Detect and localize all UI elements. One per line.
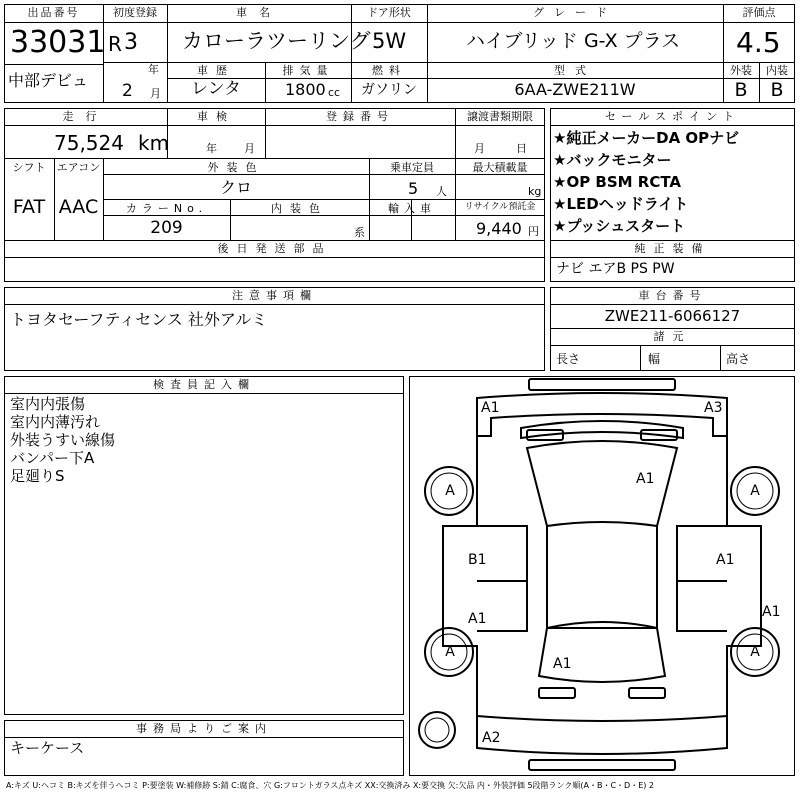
inspector-label: 検査員記入欄	[153, 378, 255, 391]
later-parts-label: 後日発送部品	[217, 242, 332, 255]
width-label: 幅	[648, 352, 661, 366]
mark-door-fr: A1	[716, 552, 735, 568]
type-value: 6AA-ZWE211W	[514, 80, 636, 99]
mark-front-right: A3	[704, 400, 723, 416]
displacement-label: 排気量	[282, 64, 334, 77]
door-rear-right	[677, 581, 727, 631]
inspector-line-2: 室内内薄汚れ	[10, 413, 101, 431]
lot-number: 33031	[10, 25, 106, 60]
spare-tire	[419, 712, 455, 748]
era: R	[108, 32, 122, 56]
color-label: 外装色	[207, 161, 265, 174]
chassis-label: 車台番号	[638, 289, 707, 302]
mark-wheel-fl: A	[445, 483, 455, 499]
front-bumper-outline	[477, 393, 727, 436]
model-name-label: 車名	[236, 6, 282, 19]
notes-value: トヨタセーフティセンス 社外アルミ	[10, 310, 268, 329]
maxload-label: 最大積載量	[472, 161, 528, 174]
length-label: 長さ	[556, 352, 581, 366]
colorno-value: 209	[150, 218, 183, 238]
sales-point-5: ★プッシュスタート	[553, 217, 686, 235]
month-unit: 月	[150, 87, 161, 100]
transfer-month-unit: 月	[474, 142, 485, 155]
sales-point-3: ★OP BSM RCTA	[553, 173, 682, 191]
colorno-label: カラーNo.	[125, 202, 208, 215]
dims-label: 諸元	[653, 330, 692, 343]
mileage-value: 75,524	[54, 131, 124, 155]
door-value: 5W	[372, 29, 407, 53]
inspection-year-unit: 年	[206, 142, 217, 155]
history-label: 車歴	[197, 64, 235, 77]
grade-label: グレード	[533, 6, 617, 19]
displacement-unit: cc	[328, 86, 341, 99]
footer-legend: A:キズ U:ヘコミ B:キズを伴うヘコミ P:要塗装 W:補修跡 S:錆 C:腐食、穴 G:フロントガラス点キズ XX:交換済み X:要交換 欠:欠品 内・外装評価 5段階ランク順(A・B・C・D・E) 2	[6, 781, 655, 790]
mark-trunk: A1	[553, 656, 572, 672]
mileage-unit: km	[138, 131, 170, 155]
intcolor-unit: 系	[354, 226, 365, 239]
exterior-label: 外装	[730, 64, 752, 77]
transfer-label: 譲渡書類期限	[467, 110, 533, 123]
mark-door-fl: B1	[468, 552, 487, 568]
office-label: 事務局よりご案内	[136, 722, 272, 735]
sales-point-1: ★純正メーカーDA OPナビ	[553, 129, 740, 147]
regno-label: 登録番号	[326, 110, 394, 123]
inspector-line-3: 外装うすい線傷	[10, 431, 116, 449]
car-diagram	[409, 376, 795, 776]
capacity-label: 乗車定員	[390, 161, 434, 174]
mark-hood: A1	[636, 471, 655, 487]
mark-wheel-fr: A	[750, 483, 760, 499]
equipment-value: ナビ エアB PS PW	[556, 261, 675, 277]
venue: 中部デビュ	[8, 71, 89, 90]
maxload-unit: kg	[528, 185, 542, 198]
inspection-month-unit: 月	[244, 142, 255, 155]
first-reg-year: 3	[124, 30, 138, 55]
score-value: 4.5	[736, 26, 781, 59]
fuel-label: 燃料	[372, 64, 406, 77]
office-value: キーケース	[10, 739, 85, 757]
recycle-unit: 円	[528, 225, 539, 238]
recycle-label: リサイクル預託金	[464, 202, 536, 212]
lot-label: 出品番号	[27, 6, 80, 19]
exterior-grade: B	[734, 79, 748, 101]
mark-door-rl: A1	[468, 611, 487, 627]
interior-label: 内装	[766, 64, 788, 77]
sales-points-label: セールスポイント	[604, 110, 740, 123]
ac-label: エアコン	[56, 161, 101, 174]
grade-value: ハイブリッド G-X プラス	[466, 30, 681, 52]
shift-value: FAT	[12, 196, 46, 218]
notes-label: 注意事項欄	[232, 289, 317, 302]
capacity-unit: 人	[436, 185, 447, 198]
capacity-value: 5	[408, 179, 419, 198]
hood-outline	[527, 441, 677, 526]
inspection-label: 車検	[197, 110, 235, 123]
first-reg-month: 2	[122, 81, 133, 101]
chassis-value: ZWE211-6066127	[604, 307, 741, 325]
inspector-line-4: バンパー下A	[10, 449, 95, 467]
transfer-day-unit: 日	[516, 142, 527, 155]
type-label: 型式	[554, 64, 596, 77]
sales-point-2: ★バックモニター	[553, 151, 672, 169]
import-label: 輸入車	[388, 202, 436, 215]
door-label: ドア形状	[367, 6, 411, 19]
fuel-value: ガソリン	[361, 82, 417, 98]
cabin-outline	[547, 526, 657, 628]
displacement-value: 1800	[285, 80, 326, 99]
mark-front-left: A1	[481, 400, 500, 416]
mark-quarter-r: A1	[762, 604, 781, 620]
year-unit: 年	[148, 63, 159, 76]
intcolor-label: 内装色	[271, 202, 328, 215]
shift-label: シフト	[12, 161, 46, 174]
sales-point-4: ★LEDヘッドライト	[553, 195, 689, 213]
ac-value: AAC	[58, 196, 99, 218]
height-label: 高さ	[726, 352, 751, 366]
inspector-line-1: 室内内張傷	[10, 395, 86, 413]
history-value: レンタ	[191, 79, 241, 99]
inspector-line-5: 足廻りS	[10, 467, 65, 485]
mileage-label: 走行	[62, 110, 109, 123]
taillight-left	[539, 688, 575, 698]
recycle-value: 9,440	[476, 219, 522, 238]
interior-grade: B	[770, 79, 784, 101]
model-name: カローラツーリング	[182, 29, 371, 53]
score-label: 評価点	[742, 6, 776, 19]
mark-rear-bumper: A2	[482, 730, 501, 746]
front-grille-strip	[529, 379, 675, 390]
taillight-right	[629, 688, 665, 698]
mark-wheel-rr: A	[750, 644, 760, 660]
body-outline	[443, 436, 761, 721]
first-reg-label: 初度登録	[113, 6, 157, 19]
mark-wheel-rl: A	[445, 644, 455, 660]
equipment-label: 純正装備	[634, 242, 711, 255]
rear-window	[539, 622, 665, 682]
color-value: クロ	[219, 178, 252, 197]
rear-strip	[529, 760, 675, 770]
